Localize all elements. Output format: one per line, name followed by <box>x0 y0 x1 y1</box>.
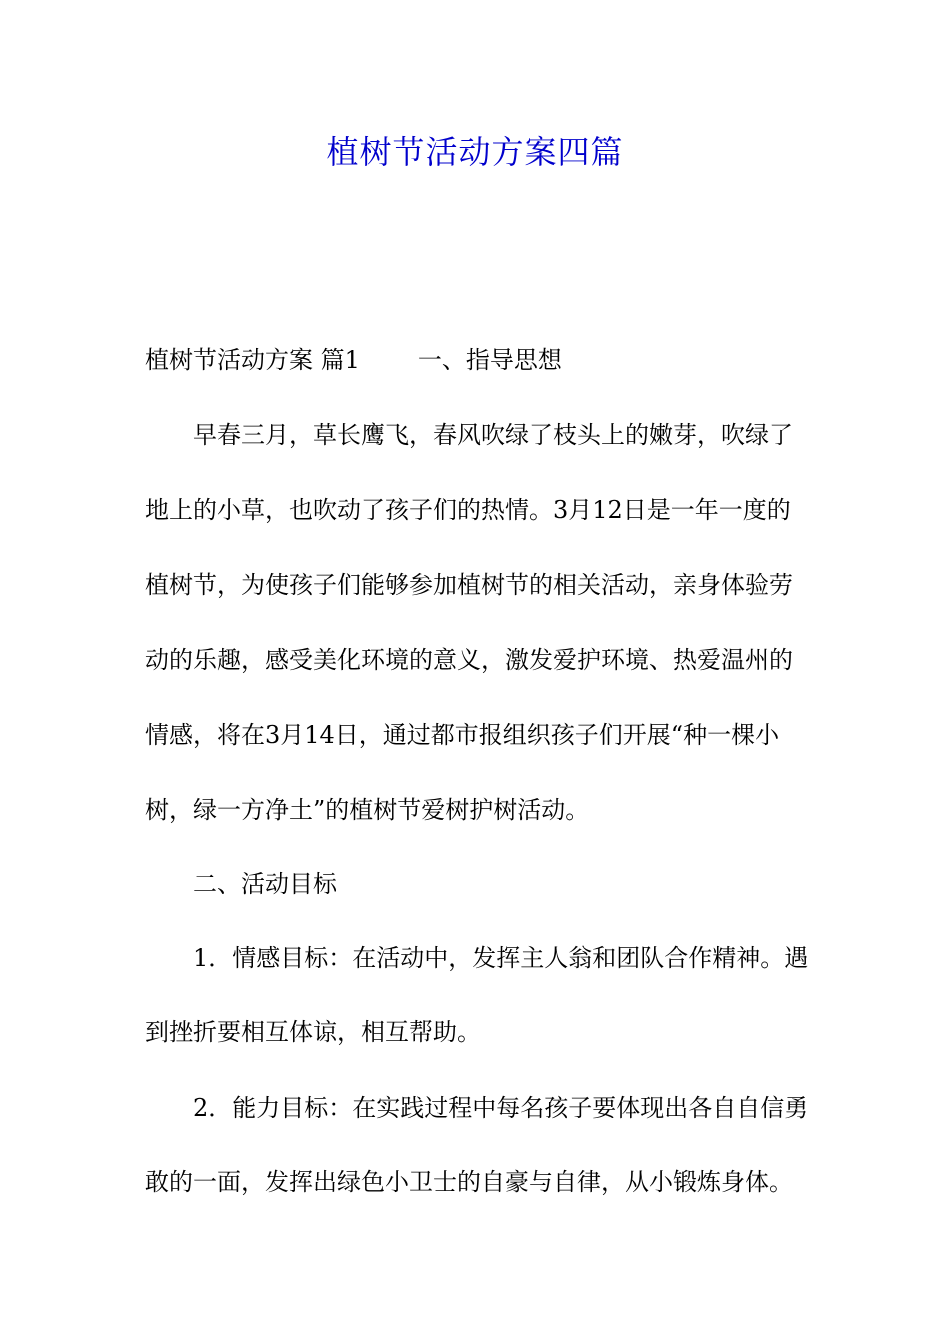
paragraph-line: 早春三月，草长鹰飞，春风吹绿了枝头上的嫩芽，吹绿了 <box>193 421 793 449</box>
section-heading-goals: 二、活动目标 <box>193 870 337 898</box>
paragraph-line: 情感，将在3月14日，通过都市报组织孩子们开展“种一棵小 <box>145 721 780 749</box>
document-title: 植树节活动方案四篇 <box>326 133 624 171</box>
paragraph-line: 树，绿一方净土”的植树节爱树护树活动。 <box>145 796 590 824</box>
plan-heading: 植树节活动方案 篇1 <box>145 346 360 374</box>
paragraph-line: 地上的小草，也吹动了孩子们的热情。3月12日是一年一度的 <box>145 496 791 524</box>
goal-item-line: 2．能力目标：在实践过程中每名孩子要体现出各自自信勇 <box>193 1094 809 1122</box>
section-heading-guiding: 一、指导思想 <box>417 346 562 374</box>
paragraph-line: 植树节，为使孩子们能够参加植树节的相关活动，亲身体验劳 <box>145 571 793 599</box>
goal-item-line: 到挫折要相互体谅，相互帮助。 <box>145 1018 481 1046</box>
section-heading-line <box>145 342 815 378</box>
goal-item-line: 敢的一面，发挥出绿色小卫士的自豪与自律，从小锻炼身体。 <box>145 1168 793 1196</box>
paragraph-line: 动的乐趣，感受美化环境的意义，激发爱护环境、热爱温州的 <box>145 646 793 674</box>
goal-item-line: 1．情感目标：在活动中，发挥主人翁和团队合作精神。遇 <box>193 944 809 972</box>
